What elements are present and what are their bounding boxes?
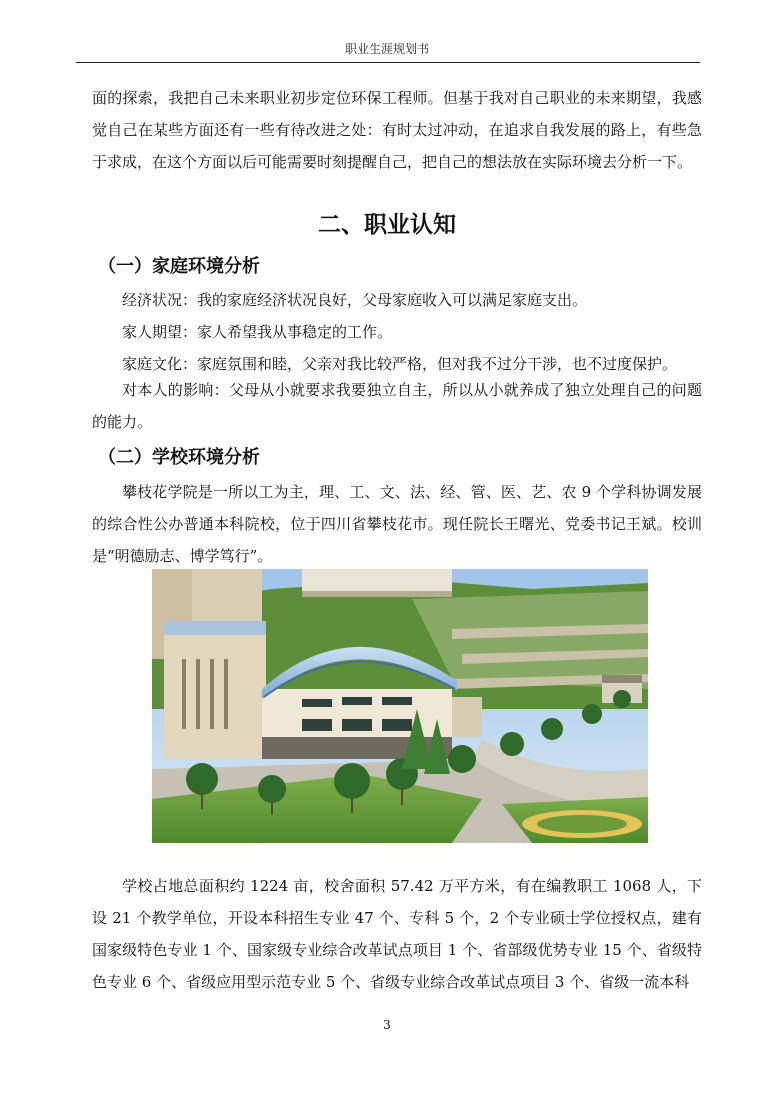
header-rule <box>76 62 700 63</box>
school-intro: 攀枝花学院是一所以工为主，理、工、文、法、经、管、医、艺、农 9 个学科协调发展的综合性公办普通本科院校，位于四川省攀枝花市。现任院长王曙光、党委书记王斌。校训是“明德励志、博学笃行”。 <box>92 483 702 565</box>
intro-paragraph: 面的探索，我把自己未来职业初步定位环保工程师。但基于我对自己职业的未来期望，我感觉自己在某些方面还有一些有待改进之处：有时太过冲动，在追求自我发展的路上，有些急于求成，在这个方面以后可能需要时刻提醒自己，把自己的想法放在实际环境去分析一下。 <box>92 89 702 171</box>
family-influence: 对本人的影响：父母从小就要求我要独立自主，所以从小就养成了独立处理自己的问题的能力。 <box>92 381 702 431</box>
page-number: 3 <box>383 1018 391 1032</box>
family-hope: 家人期望：家人希望我从事稳定的工作。 <box>122 323 393 341</box>
family-economy: 经济状况：我的家庭经济状况良好，父母家庭收入可以满足家庭支出。 <box>122 291 588 309</box>
family-section-title: （一）家庭环境分析 <box>98 256 260 277</box>
family-culture: 家庭文化：家庭氛围和睦，父亲对我比较严格，但对我不过分干涉，也不过度保护。 <box>122 355 678 373</box>
school-section-title: （二）学校环境分析 <box>98 447 260 468</box>
section-title: 二、职业认知 <box>318 212 456 238</box>
page-header: 职业生涯规划书 <box>344 42 429 56</box>
campus-photo <box>152 569 648 843</box>
school-detail: 学校占地总面积约 1224 亩，校舍面积 57.42 万平方米，有在编教职工 1068 人，下设 21 个教学单位，开设本科招生专业 47 个、专科 5 个，2 个专业硕士学位授权点，建有国家级特色专业 1 个、国家级专业综合改革试点项目 1 个、省部级优势专业 15 个、省级特色专业 6 个、省级应用型示范专业 5 个、省级专业综合改革试点项目 3 个、省级一流本科 <box>92 877 702 991</box>
